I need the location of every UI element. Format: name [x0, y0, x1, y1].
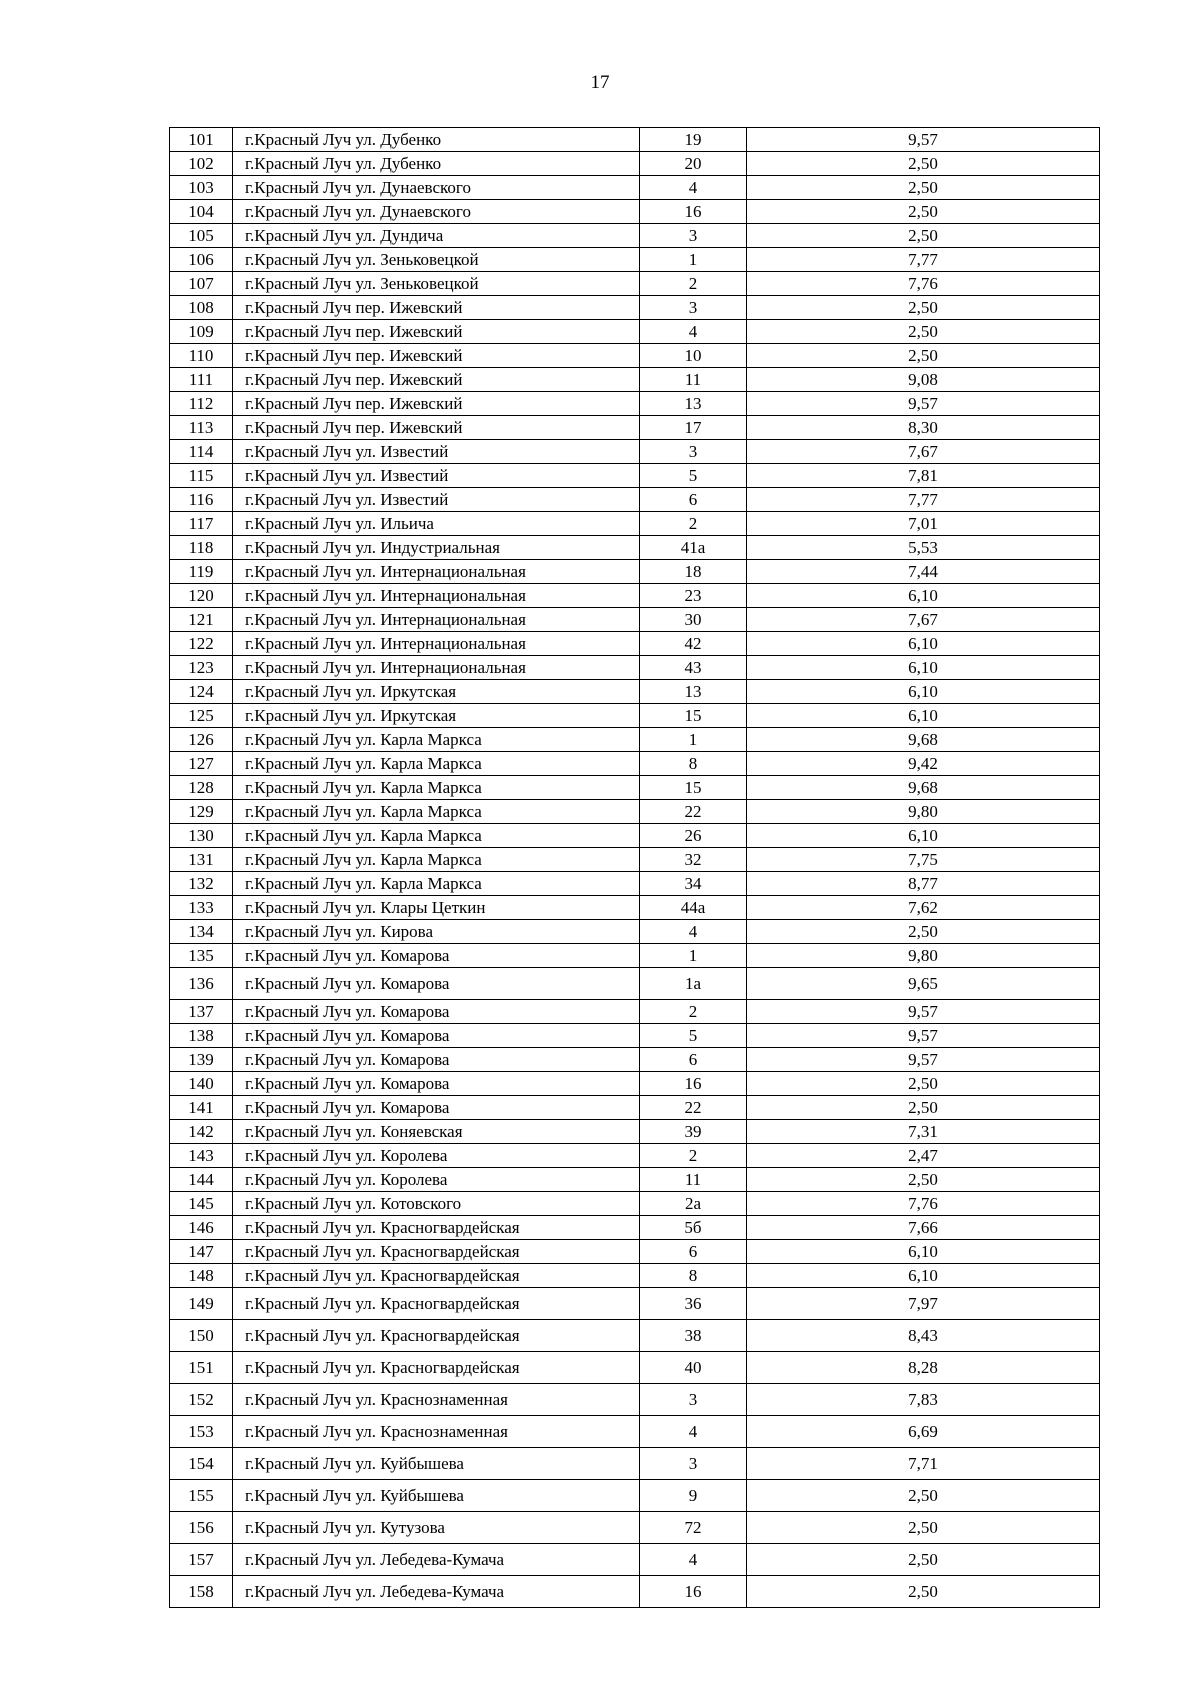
row-number: 105: [170, 224, 233, 248]
table-row: [170, 1240, 1100, 1264]
table-row: [170, 1000, 1100, 1024]
row-value: 9,57: [747, 1000, 1100, 1024]
row-address: г.Красный Луч ул. Комарова: [233, 968, 640, 1000]
table-row: [170, 968, 1100, 1000]
row-house-number: 1а: [640, 968, 747, 1000]
row-address: г.Красный Луч ул. Красногвардейская: [233, 1288, 640, 1320]
row-house-number: 2: [640, 512, 747, 536]
row-value: 7,62: [747, 896, 1100, 920]
row-house-number: 36: [640, 1288, 747, 1320]
row-number: 113: [170, 416, 233, 440]
row-number: 112: [170, 392, 233, 416]
row-value: 7,76: [747, 272, 1100, 296]
row-value: 2,50: [747, 152, 1100, 176]
table-row: [170, 1352, 1100, 1384]
table-row: [170, 1416, 1100, 1448]
row-value: 2,50: [747, 320, 1100, 344]
row-value: 9,68: [747, 776, 1100, 800]
table-row: [170, 1512, 1100, 1544]
row-number: 141: [170, 1096, 233, 1120]
table-row: [170, 728, 1100, 752]
row-number: 153: [170, 1416, 233, 1448]
row-address: г.Красный Луч ул. Комарова: [233, 1048, 640, 1072]
row-house-number: 4: [640, 1544, 747, 1576]
row-house-number: 2: [640, 272, 747, 296]
table-row: [170, 176, 1100, 200]
row-value: 9,42: [747, 752, 1100, 776]
row-value: 9,65: [747, 968, 1100, 1000]
row-number: 146: [170, 1216, 233, 1240]
row-house-number: 20: [640, 152, 747, 176]
address-table-body: [170, 128, 1100, 1608]
row-address: г.Красный Луч ул. Комарова: [233, 1000, 640, 1024]
row-house-number: 22: [640, 800, 747, 824]
row-value: 6,10: [747, 632, 1100, 656]
row-value: 6,10: [747, 1240, 1100, 1264]
row-value: 2,50: [747, 1512, 1100, 1544]
row-house-number: 6: [640, 1240, 747, 1264]
row-address: г.Красный Луч ул. Карла Маркса: [233, 872, 640, 896]
row-house-number: 4: [640, 176, 747, 200]
row-value: 7,76: [747, 1192, 1100, 1216]
row-address: г.Красный Луч ул. Лебедева-Кумача: [233, 1576, 640, 1608]
row-value: 2,50: [747, 1072, 1100, 1096]
row-address: г.Красный Луч ул. Дундича: [233, 224, 640, 248]
row-number: 117: [170, 512, 233, 536]
table-row: [170, 800, 1100, 824]
row-value: 8,77: [747, 872, 1100, 896]
row-address: г.Красный Луч ул. Карла Маркса: [233, 752, 640, 776]
row-number: 148: [170, 1264, 233, 1288]
table-row: [170, 320, 1100, 344]
row-house-number: 42: [640, 632, 747, 656]
row-house-number: 34: [640, 872, 747, 896]
row-number: 110: [170, 344, 233, 368]
table-row: [170, 752, 1100, 776]
row-address: г.Красный Луч ул. Карла Маркса: [233, 776, 640, 800]
row-address: г.Красный Луч ул. Красногвардейская: [233, 1240, 640, 1264]
row-house-number: 3: [640, 1384, 747, 1416]
table-row: [170, 1120, 1100, 1144]
row-value: 7,67: [747, 608, 1100, 632]
row-house-number: 11: [640, 1168, 747, 1192]
table-row: [170, 152, 1100, 176]
table-row: [170, 1192, 1100, 1216]
row-number: 156: [170, 1512, 233, 1544]
row-value: 9,08: [747, 368, 1100, 392]
row-number: 124: [170, 680, 233, 704]
row-number: 158: [170, 1576, 233, 1608]
row-address: г.Красный Луч ул. Зеньковецкой: [233, 272, 640, 296]
row-number: 114: [170, 440, 233, 464]
row-address: г.Красный Луч ул. Интернациональная: [233, 608, 640, 632]
table-row: [170, 248, 1100, 272]
table-row: [170, 512, 1100, 536]
row-value: 8,30: [747, 416, 1100, 440]
table-row: [170, 1024, 1100, 1048]
table-row: [170, 560, 1100, 584]
row-number: 121: [170, 608, 233, 632]
table-row: [170, 1448, 1100, 1480]
row-house-number: 6: [640, 488, 747, 512]
row-value: 2,50: [747, 344, 1100, 368]
row-address: г.Красный Луч ул. Карла Маркса: [233, 728, 640, 752]
row-number: 147: [170, 1240, 233, 1264]
table-row: [170, 776, 1100, 800]
row-number: 157: [170, 1544, 233, 1576]
row-number: 144: [170, 1168, 233, 1192]
row-house-number: 1: [640, 944, 747, 968]
row-number: 155: [170, 1480, 233, 1512]
row-value: 9,80: [747, 800, 1100, 824]
row-house-number: 3: [640, 1448, 747, 1480]
table-row: [170, 1216, 1100, 1240]
row-value: 7,75: [747, 848, 1100, 872]
row-address: г.Красный Луч ул. Красногвардейская: [233, 1352, 640, 1384]
table-row: [170, 296, 1100, 320]
table-row: [170, 656, 1100, 680]
row-value: 6,10: [747, 1264, 1100, 1288]
row-value: 2,50: [747, 1096, 1100, 1120]
table-row: [170, 344, 1100, 368]
row-house-number: 3: [640, 440, 747, 464]
row-house-number: 40: [640, 1352, 747, 1384]
row-address: г.Красный Луч ул. Дунаевского: [233, 176, 640, 200]
row-value: 2,50: [747, 224, 1100, 248]
row-number: 118: [170, 536, 233, 560]
row-number: 104: [170, 200, 233, 224]
row-number: 115: [170, 464, 233, 488]
row-address: г.Красный Луч ул. Коняевская: [233, 1120, 640, 1144]
table-row: [170, 704, 1100, 728]
row-address: г.Красный Луч ул. Красногвардейская: [233, 1216, 640, 1240]
table-row: [170, 1480, 1100, 1512]
row-value: 8,28: [747, 1352, 1100, 1384]
table-row: [170, 920, 1100, 944]
row-house-number: 44а: [640, 896, 747, 920]
row-value: 9,57: [747, 392, 1100, 416]
table-row: [170, 632, 1100, 656]
row-address: г.Красный Луч ул. Королева: [233, 1168, 640, 1192]
table-row: [170, 464, 1100, 488]
row-value: 2,50: [747, 1480, 1100, 1512]
row-number: 138: [170, 1024, 233, 1048]
row-house-number: 13: [640, 392, 747, 416]
row-number: 120: [170, 584, 233, 608]
row-house-number: 5: [640, 1024, 747, 1048]
row-number: 130: [170, 824, 233, 848]
row-number: 140: [170, 1072, 233, 1096]
row-address: г.Красный Луч ул. Комарова: [233, 944, 640, 968]
row-house-number: 5б: [640, 1216, 747, 1240]
table-row: [170, 1320, 1100, 1352]
row-house-number: 1: [640, 248, 747, 272]
row-house-number: 41а: [640, 536, 747, 560]
table-row: [170, 1168, 1100, 1192]
row-number: 109: [170, 320, 233, 344]
row-number: 108: [170, 296, 233, 320]
row-address: г.Красный Луч ул. Карла Маркса: [233, 800, 640, 824]
row-address: г.Красный Луч ул. Куйбышева: [233, 1448, 640, 1480]
row-address: г.Красный Луч ул. Красногвардейская: [233, 1320, 640, 1352]
row-house-number: 43: [640, 656, 747, 680]
row-address: г.Красный Луч ул. Интернациональная: [233, 584, 640, 608]
row-address: г.Красный Луч ул. Известий: [233, 464, 640, 488]
row-house-number: 15: [640, 776, 747, 800]
row-address: г.Красный Луч ул. Кутузова: [233, 1512, 640, 1544]
row-house-number: 15: [640, 704, 747, 728]
row-address: г.Красный Луч ул. Котовского: [233, 1192, 640, 1216]
row-number: 150: [170, 1320, 233, 1352]
table-row: [170, 488, 1100, 512]
row-address: г.Красный Луч ул. Известий: [233, 440, 640, 464]
table-row: [170, 896, 1100, 920]
row-house-number: 17: [640, 416, 747, 440]
table-row: [170, 1072, 1100, 1096]
table-row: [170, 1264, 1100, 1288]
row-address: г.Красный Луч ул. Карла Маркса: [233, 848, 640, 872]
row-house-number: 8: [640, 752, 747, 776]
row-value: 7,97: [747, 1288, 1100, 1320]
row-address: г.Красный Луч ул. Известий: [233, 488, 640, 512]
row-value: 2,50: [747, 1576, 1100, 1608]
row-number: 126: [170, 728, 233, 752]
row-address: г.Красный Луч ул. Индустриальная: [233, 536, 640, 560]
row-number: 152: [170, 1384, 233, 1416]
row-address: г.Красный Луч ул. Интернациональная: [233, 560, 640, 584]
row-value: 7,77: [747, 488, 1100, 512]
row-value: 2,50: [747, 200, 1100, 224]
row-number: 149: [170, 1288, 233, 1320]
row-value: 7,01: [747, 512, 1100, 536]
row-value: 6,10: [747, 824, 1100, 848]
row-house-number: 11: [640, 368, 747, 392]
row-house-number: 2а: [640, 1192, 747, 1216]
row-address: г.Красный Луч ул. Дубенко: [233, 128, 640, 152]
row-house-number: 16: [640, 200, 747, 224]
table-row: [170, 416, 1100, 440]
row-house-number: 4: [640, 320, 747, 344]
table-row: [170, 1288, 1100, 1320]
row-house-number: 8: [640, 1264, 747, 1288]
row-number: 103: [170, 176, 233, 200]
row-house-number: 32: [640, 848, 747, 872]
row-house-number: 16: [640, 1072, 747, 1096]
table-row: [170, 872, 1100, 896]
row-number: 135: [170, 944, 233, 968]
row-address: г.Красный Луч ул. Лебедева-Кумача: [233, 1544, 640, 1576]
table-row: [170, 1576, 1100, 1608]
table-row: [170, 368, 1100, 392]
row-address: г.Красный Луч пер. Ижевский: [233, 344, 640, 368]
table-row: [170, 1096, 1100, 1120]
row-house-number: 1: [640, 728, 747, 752]
row-value: 6,10: [747, 680, 1100, 704]
row-number: 133: [170, 896, 233, 920]
table-row: [170, 944, 1100, 968]
row-address: г.Красный Луч ул. Интернациональная: [233, 656, 640, 680]
row-value: 8,43: [747, 1320, 1100, 1352]
row-address: г.Красный Луч пер. Ижевский: [233, 416, 640, 440]
row-house-number: 4: [640, 920, 747, 944]
table-row: [170, 680, 1100, 704]
table-row: [170, 608, 1100, 632]
row-value: 2,50: [747, 296, 1100, 320]
row-address: г.Красный Луч ул. Комарова: [233, 1096, 640, 1120]
row-address: г.Красный Луч пер. Ижевский: [233, 296, 640, 320]
row-number: 125: [170, 704, 233, 728]
row-number: 127: [170, 752, 233, 776]
row-house-number: 18: [640, 560, 747, 584]
row-value: 6,69: [747, 1416, 1100, 1448]
row-house-number: 19: [640, 128, 747, 152]
row-number: 151: [170, 1352, 233, 1384]
row-value: 7,66: [747, 1216, 1100, 1240]
row-number: 154: [170, 1448, 233, 1480]
row-address: г.Красный Луч пер. Ижевский: [233, 368, 640, 392]
row-number: 139: [170, 1048, 233, 1072]
address-table: [169, 127, 1100, 1608]
row-number: 101: [170, 128, 233, 152]
row-address: г.Красный Луч ул. Интернациональная: [233, 632, 640, 656]
row-house-number: 6: [640, 1048, 747, 1072]
row-value: 9,57: [747, 128, 1100, 152]
row-house-number: 13: [640, 680, 747, 704]
row-number: 129: [170, 800, 233, 824]
table-row: [170, 1144, 1100, 1168]
page-number: 17: [590, 72, 610, 93]
row-number: 142: [170, 1120, 233, 1144]
table-row: [170, 272, 1100, 296]
table-row: [170, 224, 1100, 248]
row-address: г.Красный Луч ул. Клары Цеткин: [233, 896, 640, 920]
row-number: 102: [170, 152, 233, 176]
row-value: 2,50: [747, 176, 1100, 200]
row-address: г.Красный Луч пер. Ижевский: [233, 392, 640, 416]
row-number: 134: [170, 920, 233, 944]
row-address: г.Красный Луч ул. Кирова: [233, 920, 640, 944]
row-number: 143: [170, 1144, 233, 1168]
row-value: 5,53: [747, 536, 1100, 560]
row-number: 106: [170, 248, 233, 272]
row-house-number: 5: [640, 464, 747, 488]
row-number: 122: [170, 632, 233, 656]
row-house-number: 26: [640, 824, 747, 848]
table-row: [170, 1048, 1100, 1072]
row-house-number: 10: [640, 344, 747, 368]
table-row: [170, 1384, 1100, 1416]
table-row: [170, 440, 1100, 464]
row-address: г.Красный Луч ул. Дубенко: [233, 152, 640, 176]
row-house-number: 9: [640, 1480, 747, 1512]
row-number: 123: [170, 656, 233, 680]
row-number: 131: [170, 848, 233, 872]
row-number: 116: [170, 488, 233, 512]
row-address: г.Красный Луч ул. Краснознаменная: [233, 1416, 640, 1448]
row-value: 2,47: [747, 1144, 1100, 1168]
row-house-number: 3: [640, 224, 747, 248]
table-row: [170, 392, 1100, 416]
table-row: [170, 584, 1100, 608]
row-value: 7,44: [747, 560, 1100, 584]
row-house-number: 39: [640, 1120, 747, 1144]
row-address: г.Красный Луч пер. Ижевский: [233, 320, 640, 344]
row-house-number: 16: [640, 1576, 747, 1608]
row-house-number: 2: [640, 1144, 747, 1168]
row-value: 2,50: [747, 1544, 1100, 1576]
row-address: г.Красный Луч ул. Красногвардейская: [233, 1264, 640, 1288]
row-address: г.Красный Луч ул. Иркутская: [233, 680, 640, 704]
row-value: 7,31: [747, 1120, 1100, 1144]
row-value: 2,50: [747, 1168, 1100, 1192]
row-value: 9,68: [747, 728, 1100, 752]
row-house-number: 22: [640, 1096, 747, 1120]
row-house-number: 3: [640, 296, 747, 320]
row-number: 111: [170, 368, 233, 392]
row-house-number: 2: [640, 1000, 747, 1024]
table-row: [170, 1544, 1100, 1576]
row-number: 107: [170, 272, 233, 296]
row-value: 7,81: [747, 464, 1100, 488]
row-value: 7,67: [747, 440, 1100, 464]
row-address: г.Красный Луч ул. Краснознаменная: [233, 1384, 640, 1416]
row-address: г.Красный Луч ул. Куйбышева: [233, 1480, 640, 1512]
row-number: 136: [170, 968, 233, 1000]
row-address: г.Красный Луч ул. Комарова: [233, 1024, 640, 1048]
row-value: 9,57: [747, 1024, 1100, 1048]
row-number: 137: [170, 1000, 233, 1024]
row-value: 7,83: [747, 1384, 1100, 1416]
row-address: г.Красный Луч ул. Королева: [233, 1144, 640, 1168]
table-row: [170, 824, 1100, 848]
row-number: 128: [170, 776, 233, 800]
row-number: 132: [170, 872, 233, 896]
row-address: г.Красный Луч ул. Иркутская: [233, 704, 640, 728]
row-house-number: 72: [640, 1512, 747, 1544]
row-value: 6,10: [747, 656, 1100, 680]
row-value: 2,50: [747, 920, 1100, 944]
row-house-number: 30: [640, 608, 747, 632]
row-value: 6,10: [747, 704, 1100, 728]
row-address: г.Красный Луч ул. Карла Маркса: [233, 824, 640, 848]
row-value: 7,71: [747, 1448, 1100, 1480]
row-number: 119: [170, 560, 233, 584]
row-house-number: 23: [640, 584, 747, 608]
table-row: [170, 200, 1100, 224]
row-value: 6,10: [747, 584, 1100, 608]
row-address: г.Красный Луч ул. Зеньковецкой: [233, 248, 640, 272]
row-value: 9,57: [747, 1048, 1100, 1072]
row-value: 9,80: [747, 944, 1100, 968]
row-address: г.Красный Луч ул. Комарова: [233, 1072, 640, 1096]
row-address: г.Красный Луч ул. Ильича: [233, 512, 640, 536]
table-row: [170, 128, 1100, 152]
row-address: г.Красный Луч ул. Дунаевского: [233, 200, 640, 224]
table-row: [170, 848, 1100, 872]
table-row: [170, 536, 1100, 560]
row-house-number: 4: [640, 1416, 747, 1448]
row-number: 145: [170, 1192, 233, 1216]
row-house-number: 38: [640, 1320, 747, 1352]
row-value: 7,77: [747, 248, 1100, 272]
